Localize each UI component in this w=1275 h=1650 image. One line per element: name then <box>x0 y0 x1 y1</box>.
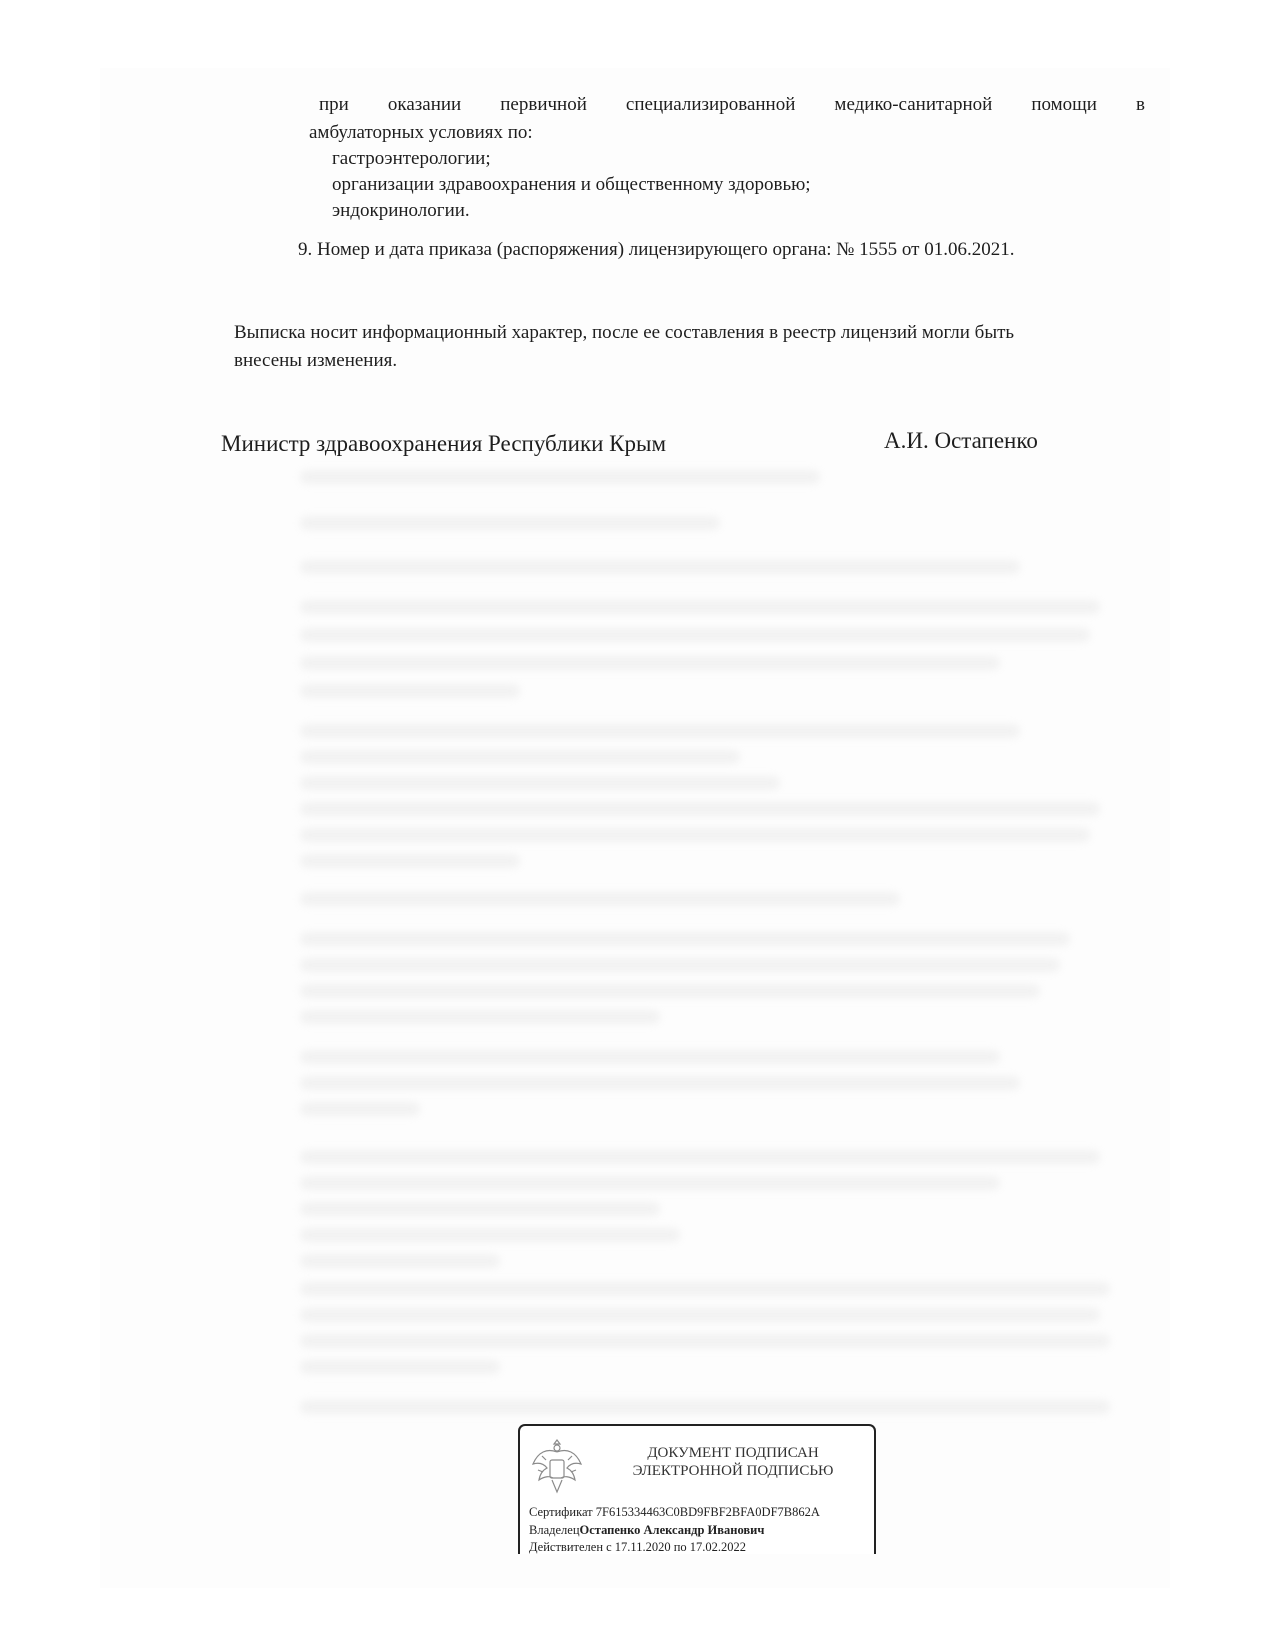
stamp-title: ДОКУМЕНТ ПОДПИСАН ЭЛЕКТРОННОЙ ПОДПИСЬЮ <box>632 1445 834 1479</box>
list-item: гастроэнтерологии; <box>332 148 491 169</box>
list-item: организации здравоохранения и общественному здоровью; <box>332 174 811 195</box>
validity-row: Действителен с 17.11.2020 по 17.02.2022 <box>529 1540 747 1554</box>
owner-row: ВладелецОстапенко Александр Иванович <box>529 1523 765 1537</box>
signatory-position: Министр здравоохранения Республики Крым <box>221 431 667 456</box>
note-line-2: внесены изменения. <box>234 350 398 371</box>
paragraph-line-2: амбулаторных условиях по: <box>309 122 533 143</box>
note-line-1: Выписка носит информационный характер, после ее составления в реестр лицензий могли быть <box>234 322 1015 343</box>
list-item: эндокринологии. <box>332 200 470 221</box>
paragraph-line-1: при оказании первичной специализированной медико-санитарной помощи в <box>319 94 1145 115</box>
coat-of-arms-icon <box>530 1434 584 1500</box>
certificate-row: Сертификат 7F615334463C0BD9FBF2BFA0DF7B862A <box>529 1505 820 1519</box>
item-9: 9. Номер и дата приказа (распоряжения) лицензирующего органа: № 1555 от 01.06.2021. <box>298 239 1015 260</box>
signatory-name: А.И. Остапенко <box>884 428 1038 453</box>
electronic-signature-stamp <box>518 1424 876 1554</box>
